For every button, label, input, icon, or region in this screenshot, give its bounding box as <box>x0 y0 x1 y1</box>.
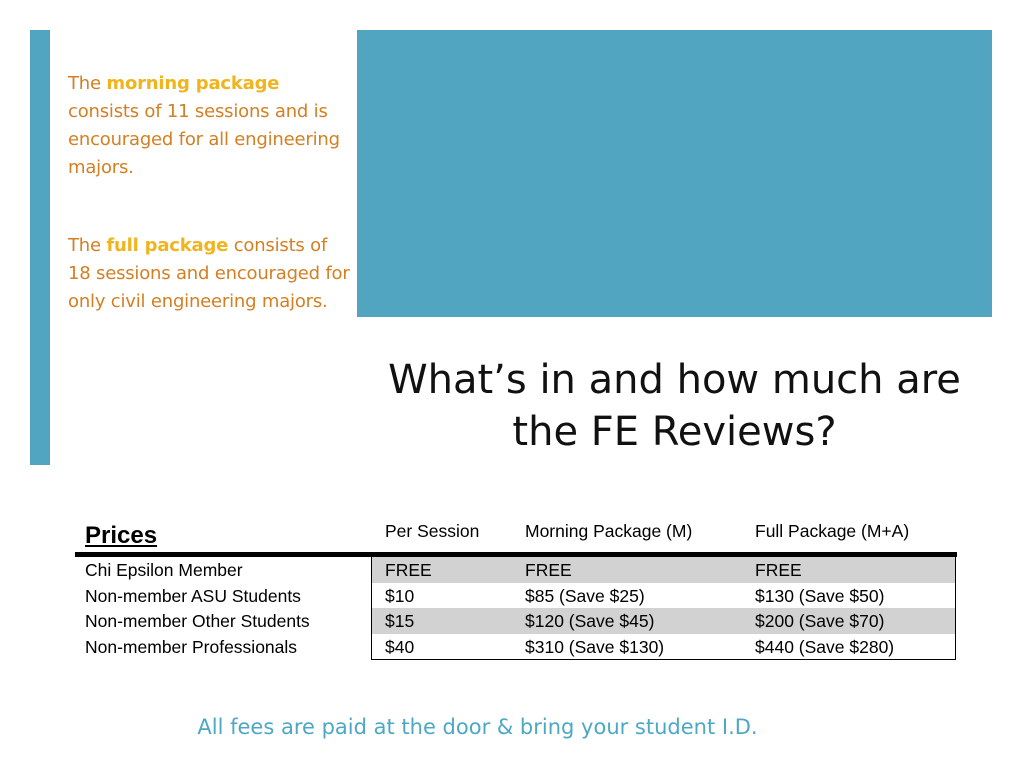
paragraph-text: The <box>68 73 107 94</box>
table-header-row <box>75 512 957 557</box>
table-row <box>75 557 957 583</box>
full-package-highlight: full package <box>106 235 229 256</box>
table-row <box>75 608 957 634</box>
row-label: Non-member ASU Students <box>85 585 301 606</box>
table-cell: $15 <box>385 611 415 631</box>
table-cell: $120 (Save $45) <box>525 611 655 631</box>
row-label: Chi Epsilon Member <box>85 560 243 580</box>
prices-label: Prices <box>85 522 158 549</box>
paragraph-text: consists of 11 sessions and is encouraged for all engineering majors. <box>68 101 340 178</box>
table-cell: $200 (Save $70) <box>755 611 885 631</box>
paragraph-text: The <box>68 235 107 256</box>
table-cell: $310 (Save $130) <box>525 636 665 657</box>
table-cell: $40 <box>385 636 415 657</box>
column-header-full-package: Full Package (M+A) <box>755 521 910 541</box>
table-cell: FREE <box>755 560 802 580</box>
teal-image-placeholder <box>357 30 992 317</box>
table-cell: $440 (Save $280) <box>755 636 895 657</box>
paragraph-text: consists of 18 sessions and encouraged for only civil engineering majors. <box>68 235 350 312</box>
row-label: Non-member Other Students <box>85 611 310 631</box>
morning-package-highlight: morning package <box>106 73 280 94</box>
column-header-morning-package: Morning Package (M) <box>525 521 693 541</box>
table-row <box>75 634 957 660</box>
table-cell: $130 (Save $50) <box>755 585 885 606</box>
row-values <box>371 634 956 661</box>
left-accent-bar <box>30 30 50 465</box>
table-cell: FREE <box>385 560 432 580</box>
table-cell: $85 (Save $25) <box>525 585 645 606</box>
table-cell: FREE <box>525 560 572 580</box>
row-values <box>371 608 956 634</box>
full-package-description <box>68 232 353 316</box>
row-values <box>371 583 956 609</box>
footer-note: All fees are paid at the door & bring your student I.D. <box>197 715 758 739</box>
prices-table <box>75 512 957 659</box>
table-row <box>75 583 957 609</box>
column-header-per-session: Per Session <box>385 521 480 541</box>
row-values <box>371 557 956 583</box>
row-label: Non-member Professionals <box>85 636 298 657</box>
slide-title: What’s in and how much are the FE Reviews? <box>388 357 961 455</box>
table-cell: $10 <box>385 585 415 606</box>
morning-package-description <box>68 70 353 182</box>
